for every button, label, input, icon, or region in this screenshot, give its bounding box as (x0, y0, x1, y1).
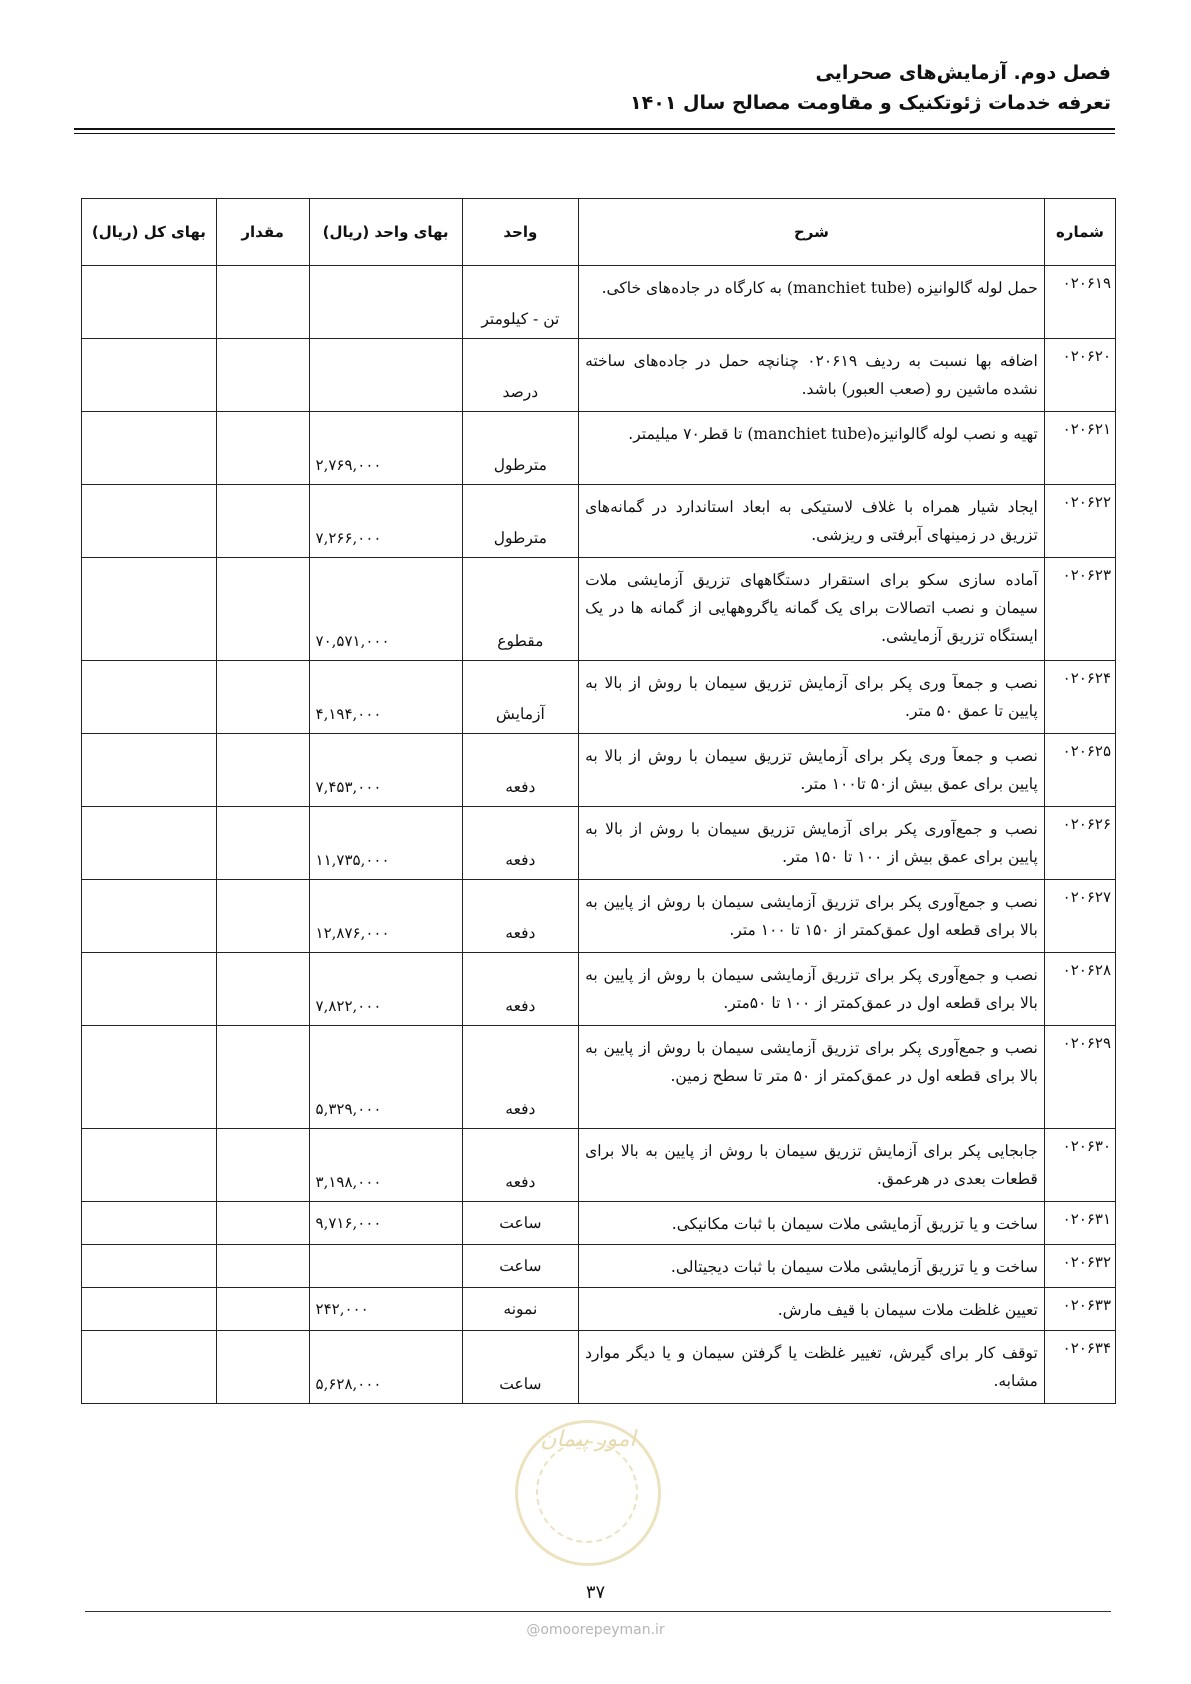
row-code: ۰۲۰۶۲۳ (1044, 558, 1115, 661)
col-header-unit-price: بهای واحد (ریال) (309, 199, 462, 266)
row-unit: دفعه (462, 953, 578, 1026)
row-description: ساخت و یا تزریق آزمایشی ملات سیمان با ثبات مکانیکی. (579, 1202, 1045, 1245)
row-code: ۰۲۰۶۳۰ (1044, 1129, 1115, 1202)
row-unit: مقطوع (462, 558, 578, 661)
row-total-price (82, 558, 217, 661)
row-unit-price: ۲,۷۶۹,۰۰۰ (309, 412, 462, 485)
row-quantity (216, 1288, 309, 1331)
row-total-price (82, 412, 217, 485)
row-unit: مترطول (462, 412, 578, 485)
row-unit: ساعت (462, 1202, 578, 1245)
row-description: ساخت و یا تزریق آزمایشی ملات سیمان با ثبات دیجیتالی. (579, 1245, 1045, 1288)
row-unit: تن - کیلومتر (462, 266, 578, 339)
row-unit: مترطول (462, 485, 578, 558)
row-description: نصب و جمع‌آوری پکر برای تزریق آزمایشی سیمان با روش از پایین به بالا برای قطعه اول عمق‌کمتر از ۱۵۰ تا ۱۰۰ متر. (579, 880, 1045, 953)
row-unit-price: ۱۲,۸۷۶,۰۰۰ (309, 880, 462, 953)
row-total-price (82, 1026, 217, 1129)
row-total-price (82, 1245, 217, 1288)
row-description: تعیین غلظت ملات سیمان با قیف مارش. (579, 1288, 1045, 1331)
row-unit-price: ۱۱,۷۳۵,۰۰۰ (309, 807, 462, 880)
row-unit-price: ۷,۴۵۳,۰۰۰ (309, 734, 462, 807)
table-row (82, 1288, 1116, 1331)
row-unit-price: ۴,۱۹۴,۰۰۰ (309, 661, 462, 734)
table-row (82, 1245, 1116, 1288)
row-description: نصب و جمعآ وری پکر برای آزمایش تزریق سیمان با روش از بالا به پایین تا عمق ۵۰ متر. (579, 661, 1045, 734)
row-description: نصب و جمع‌آوری پکر برای آزمایش تزریق سیمان با روش از بالا به پایین برای عمق بیش از ۱۰۰ تا ۱۵۰ متر. (579, 807, 1045, 880)
row-unit: دفعه (462, 734, 578, 807)
row-unit: ساعت (462, 1331, 578, 1404)
row-total-price (82, 1288, 217, 1331)
row-unit-price: ۷۰,۵۷۱,۰۰۰ (309, 558, 462, 661)
row-total-price (82, 339, 217, 412)
row-code: ۰۲۰۶۲۶ (1044, 807, 1115, 880)
row-quantity (216, 661, 309, 734)
row-code: ۰۲۰۶۲۵ (1044, 734, 1115, 807)
row-unit-price: ۷,۲۶۶,۰۰۰ (309, 485, 462, 558)
site-watermark: @omoorepeyman.ir (526, 1622, 665, 1638)
row-description: جابجایی پکر برای آزمایش تزریق سیمان با روش از پایین به بالا برای قطعات بعدی در هرعمق. (579, 1129, 1045, 1202)
table-row (82, 1129, 1116, 1202)
table-row (82, 1026, 1116, 1129)
row-unit: دفعه (462, 880, 578, 953)
row-total-price (82, 661, 217, 734)
row-unit: دفعه (462, 1026, 578, 1129)
header-rule-thin (74, 133, 1115, 134)
row-quantity (216, 339, 309, 412)
row-quantity (216, 558, 309, 661)
row-quantity (216, 807, 309, 880)
row-code: ۰۲۰۶۲۷ (1044, 880, 1115, 953)
row-total-price (82, 880, 217, 953)
page-number: ۳۷ (585, 1582, 606, 1603)
table-row (82, 807, 1116, 880)
row-unit-price: ۲۴۲,۰۰۰ (309, 1288, 462, 1331)
table-row (82, 485, 1116, 558)
row-code: ۰۲۰۶۲۹ (1044, 1026, 1115, 1129)
row-quantity (216, 1331, 309, 1404)
row-unit: درصد (462, 339, 578, 412)
row-description: نصب و جمع‌آوری پکر برای تزریق آزمایشی سیمان با روش از پایین به بالا برای قطعه اول در عمق‌کمتر از ۵۰ متر تا سطح زمین. (579, 1026, 1045, 1129)
col-header-code: شماره (1044, 199, 1115, 266)
row-description: ایجاد شیار همراه با غلاف لاستیکی به ابعاد استاندارد در گمانه‌های تزریق در زمینهای آبرفتی و ریزشی. (579, 485, 1045, 558)
stamp-lettering: امور پیمان (540, 1427, 636, 1452)
row-quantity (216, 266, 309, 339)
row-total-price (82, 485, 217, 558)
row-description: اضافه بها نسبت به ردیف ۰۲۰۶۱۹ چنانچه حمل در جاده‌های ساخته نشده ماشین رو (صعب العبور) باشد. (579, 339, 1045, 412)
row-unit-price: ۳,۱۹۸,۰۰۰ (309, 1129, 462, 1202)
row-code: ۰۲۰۶۲۴ (1044, 661, 1115, 734)
footer-rule (85, 1611, 1111, 1612)
table-row (82, 880, 1116, 953)
row-quantity (216, 1129, 309, 1202)
row-quantity (216, 412, 309, 485)
row-unit: نمونه (462, 1288, 578, 1331)
row-description: نصب و جمعآ وری پکر برای آزمایش تزریق سیمان با روش از بالا به پایین برای عمق بیش از۵۰ تا۱۰۰ متر. (579, 734, 1045, 807)
row-code: ۰۲۰۶۲۲ (1044, 485, 1115, 558)
header-rule-thick (74, 128, 1115, 130)
table-row (82, 1202, 1116, 1245)
row-code: ۰۲۰۶۳۲ (1044, 1245, 1115, 1288)
row-unit-price (309, 1245, 462, 1288)
row-unit: دفعه (462, 807, 578, 880)
chapter-title: فصل دوم. آزمایش‌های صحرایی (815, 62, 1111, 84)
col-header-total-price: بهای کل (ریال) (82, 199, 217, 266)
row-unit: دفعه (462, 1129, 578, 1202)
row-unit-price (309, 339, 462, 412)
row-quantity (216, 734, 309, 807)
row-code: ۰۲۰۶۲۱ (1044, 412, 1115, 485)
row-unit-price: ۷,۸۲۲,۰۰۰ (309, 953, 462, 1026)
table-row (82, 266, 1116, 339)
page-header (80, 58, 1111, 118)
row-description: حمل لوله گالوانیزه (manchiet tube) به کارگاه در جاده‌های خاکی. (579, 266, 1045, 339)
table-row (82, 339, 1116, 412)
table-row (82, 412, 1116, 485)
row-unit: آزمایش (462, 661, 578, 734)
row-total-price (82, 266, 217, 339)
row-quantity (216, 953, 309, 1026)
row-code: ۰۲۰۶۲۸ (1044, 953, 1115, 1026)
table-row (82, 953, 1116, 1026)
row-unit-price: ۵,۶۲۸,۰۰۰ (309, 1331, 462, 1404)
table-row (82, 734, 1116, 807)
row-unit-price (309, 266, 462, 339)
row-total-price (82, 734, 217, 807)
row-total-price (82, 1331, 217, 1404)
row-unit: ساعت (462, 1245, 578, 1288)
row-description: نصب و جمع‌آوری پکر برای تزریق آزمایشی سیمان با روش از پایین به بالا برای قطعه اول در عمق‌کمتر از ۱۰۰ تا ۵۰متر. (579, 953, 1045, 1026)
tariff-table (81, 198, 1116, 1404)
row-total-price (82, 807, 217, 880)
row-description: تهیه و نصب لوله گالوانیزه(manchiet tube) تا قطر۷۰ میلیمتر. (579, 412, 1045, 485)
col-header-quantity: مقدار (216, 199, 309, 266)
row-code: ۰۲۰۶۲۰ (1044, 339, 1115, 412)
row-total-price (82, 1202, 217, 1245)
row-quantity (216, 1202, 309, 1245)
row-code: ۰۲۰۶۳۱ (1044, 1202, 1115, 1245)
row-unit-price: ۹,۷۱۶,۰۰۰ (309, 1202, 462, 1245)
table-row (82, 558, 1116, 661)
row-quantity (216, 1245, 309, 1288)
col-header-unit: واحد (462, 199, 578, 266)
row-code: ۰۲۰۶۳۳ (1044, 1288, 1115, 1331)
row-unit-price: ۵,۳۲۹,۰۰۰ (309, 1026, 462, 1129)
table-row (82, 1331, 1116, 1404)
document-subtitle: تعرفه خدمات ژئوتکنیک و مقاومت مصالح سال ۱۴۰۱ (630, 92, 1111, 114)
row-description: توقف کار برای گیرش، تغییر غلظت یا گرفتن سیمان و یا دیگر موارد مشابه. (579, 1331, 1045, 1404)
stamp-inner-ring (536, 1441, 638, 1543)
row-quantity (216, 485, 309, 558)
row-code: ۰۲۰۶۱۹ (1044, 266, 1115, 339)
row-total-price (82, 1129, 217, 1202)
table-header-row (82, 199, 1116, 266)
row-description: آماده سازی سکو برای استقرار دستگاههای تزریق آزمایشی ملات سیمان و نصب اتصالات برای یک گمانه یاگروههایی از گمانه ها در یک ایستگاه تزریق آزمایشی. (579, 558, 1045, 661)
row-code: ۰۲۰۶۳۴ (1044, 1331, 1115, 1404)
watermark-stamp (515, 1420, 661, 1566)
table-row (82, 661, 1116, 734)
row-total-price (82, 953, 217, 1026)
row-quantity (216, 880, 309, 953)
col-header-description: شرح (579, 199, 1045, 266)
row-quantity (216, 1026, 309, 1129)
